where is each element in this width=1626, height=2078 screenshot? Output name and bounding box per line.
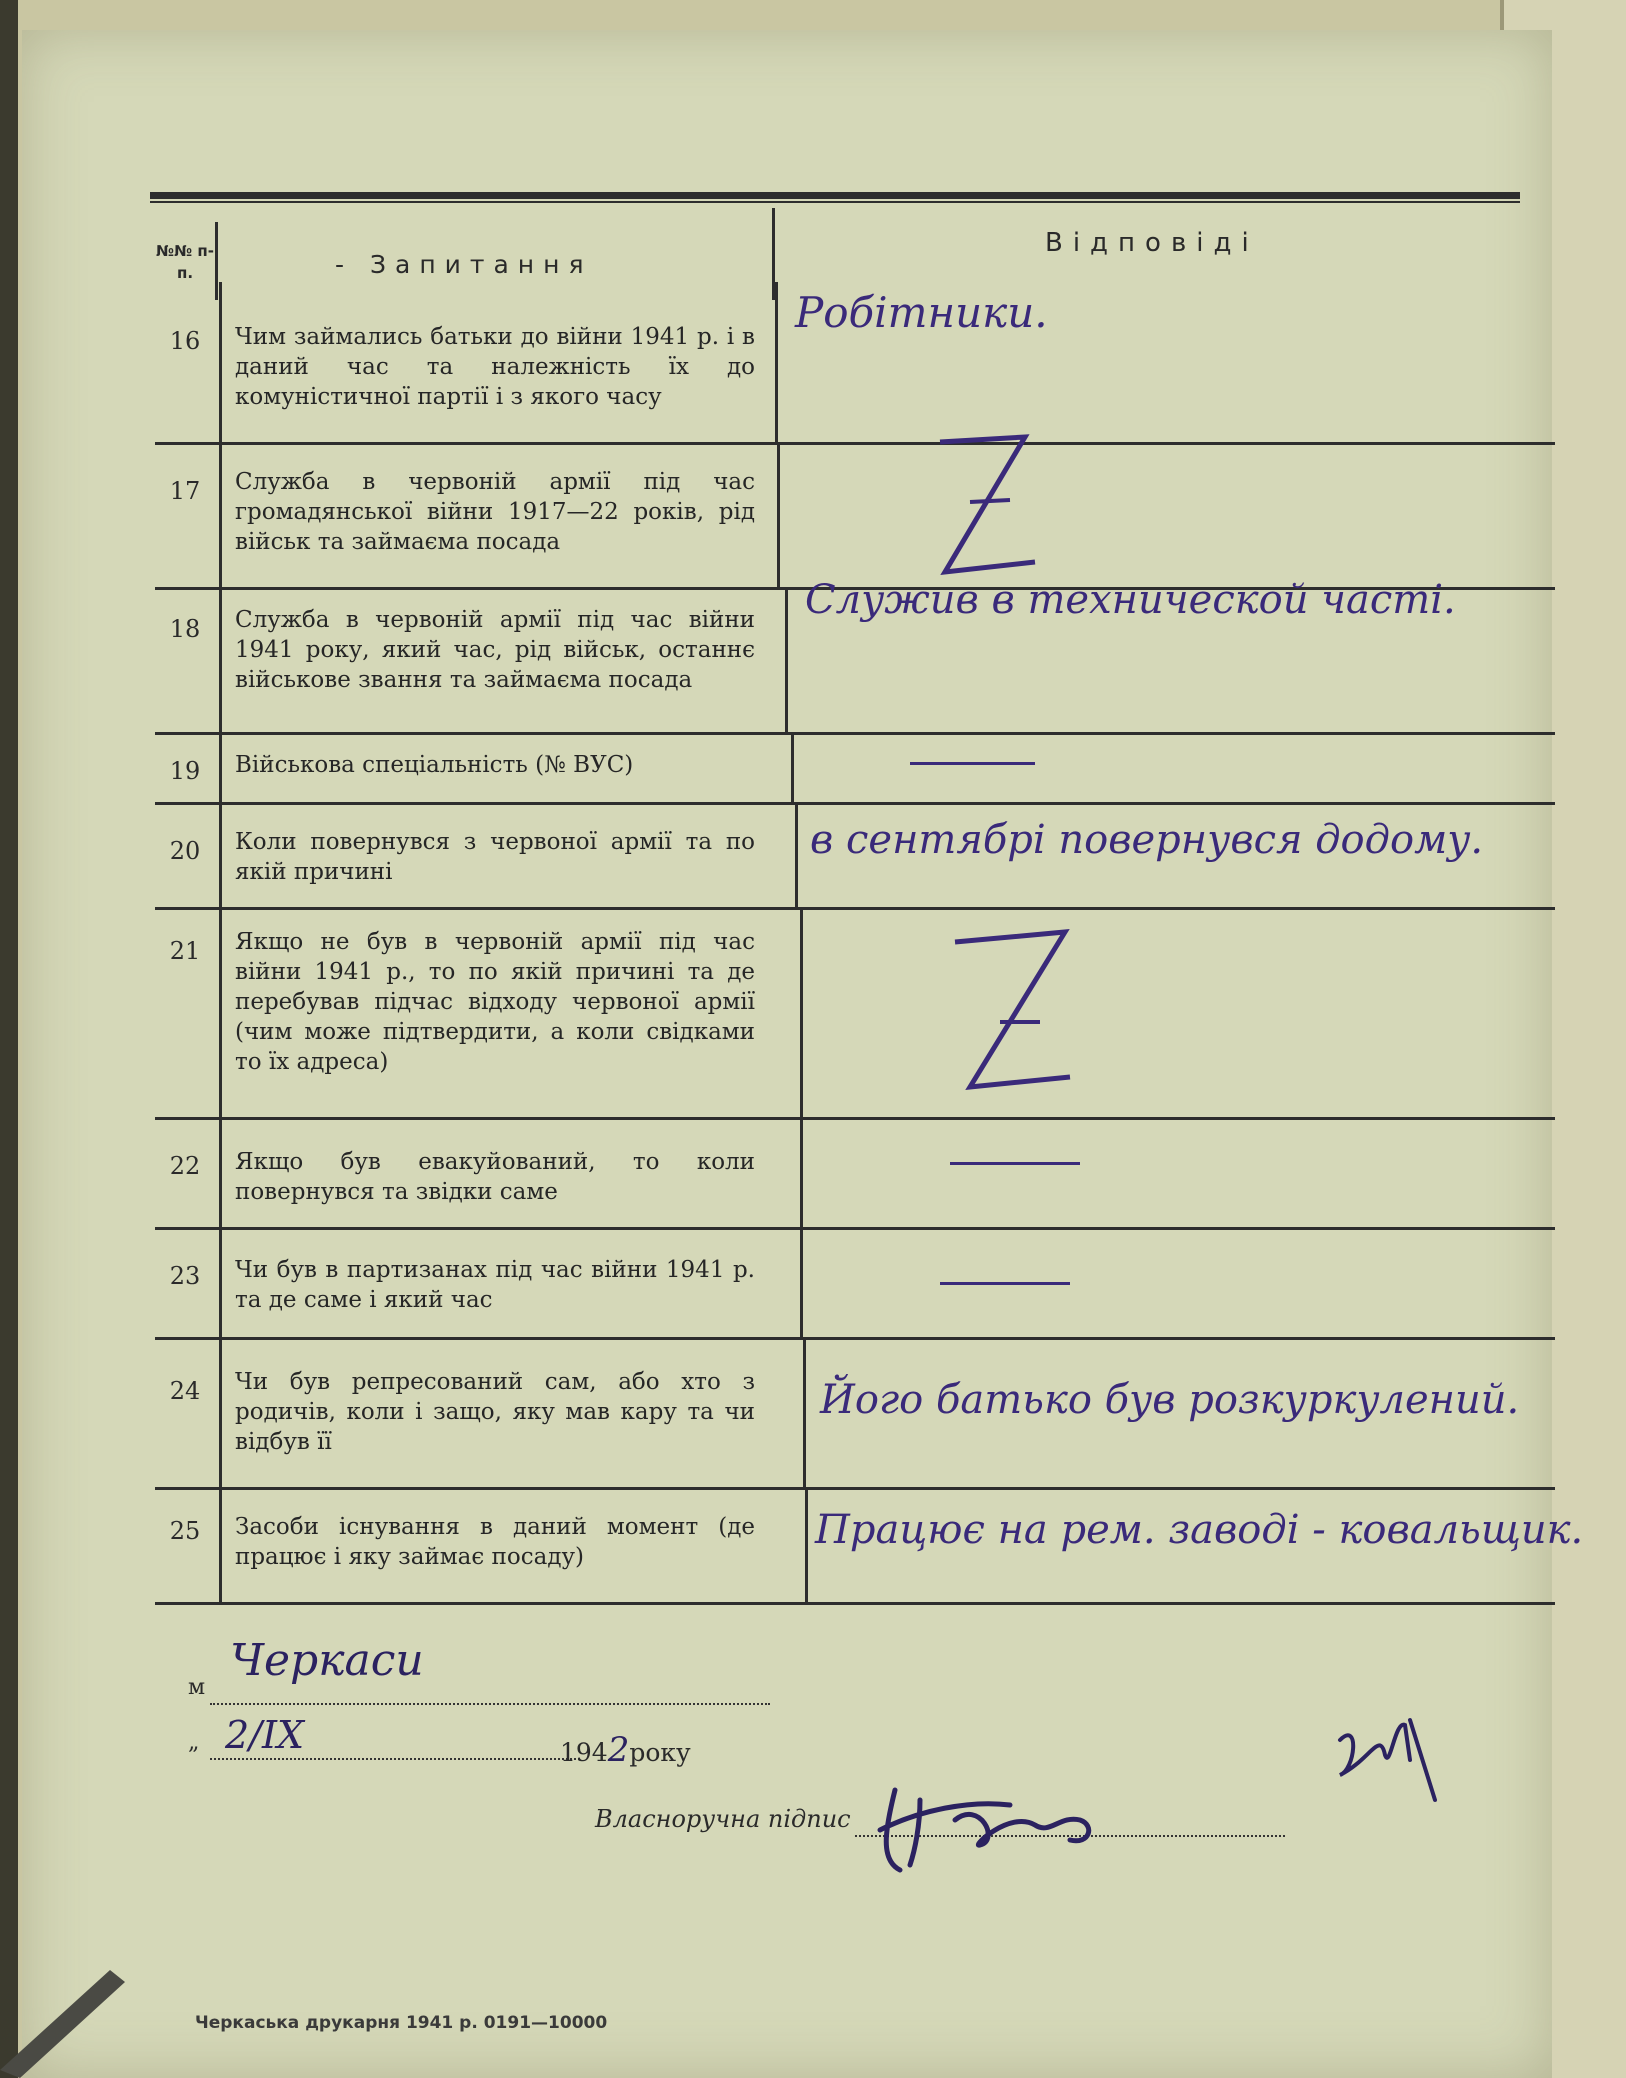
question-text: Якщо був евакуйований, то коли повернувся та звідки саме — [235, 1149, 755, 1205]
year-prefix: 194 — [560, 1738, 608, 1767]
column-divider — [219, 1337, 222, 1487]
table-row — [155, 802, 1555, 910]
column-divider — [219, 1227, 222, 1337]
column-divider — [219, 732, 222, 802]
z-strike-mark — [945, 927, 1085, 1097]
question-text: Служба в червоній армії під час війни 1941 року, який час, рід військ, останнє військове звання та займаєма посада — [235, 607, 755, 693]
table-row — [155, 907, 1555, 1120]
question-text: Чим займались батьки до війни 1941 р. і в даний час та належність їх до комуністичної партії і з якого часу — [235, 324, 755, 410]
question-text: Коли повернувся з червоної армії та по якій причині — [235, 829, 755, 885]
question-text: Служба в червоній армії під час громадянської війни 1917—22 років, рід військ та займаєма посада — [235, 469, 755, 555]
row-number: 18 — [169, 615, 201, 643]
year-suffix: року — [629, 1738, 691, 1767]
empty-answer-dash — [950, 1162, 1080, 1165]
column-divider — [805, 1487, 808, 1602]
paper-clip-tool — [0, 1960, 140, 2078]
row-number: 23 — [169, 1262, 201, 1290]
question-text: Чи був репресований сам, або хто з родичів, коли і защо, яку мав кару та чи відбув її — [235, 1369, 755, 1455]
handwritten-signature — [860, 1770, 1120, 1880]
handwritten-answer: в сентябрі повернувся додому. — [810, 817, 1484, 863]
place-line — [210, 1703, 770, 1705]
handwritten-answer: Працює на рем. заводі - ковальщик. — [815, 1507, 1584, 1553]
row-number: 16 — [169, 327, 201, 355]
signature-label: Власноручна підпис — [595, 1805, 851, 1833]
column-divider — [219, 442, 222, 587]
row-number: 20 — [169, 837, 201, 865]
table-row — [155, 1117, 1555, 1230]
column-divider — [775, 282, 778, 442]
table-row — [155, 732, 1555, 805]
column-divider — [800, 1227, 803, 1337]
empty-answer-dash — [910, 762, 1035, 765]
column-divider — [795, 802, 798, 907]
column-divider — [803, 1337, 806, 1487]
column-divider — [219, 282, 222, 442]
z-strike-mark — [925, 432, 1045, 582]
handwritten-date: 2/IX — [225, 1713, 305, 1757]
table-row — [155, 1337, 1555, 1490]
table-row — [155, 442, 1555, 590]
handwritten-initials — [1330, 1700, 1450, 1810]
answer-column-header: Відповіді — [1045, 228, 1259, 258]
handwritten-city: Черкаси — [230, 1635, 424, 1686]
table-row — [155, 282, 1555, 445]
column-divider — [791, 732, 794, 802]
column-divider — [777, 442, 780, 587]
number-column-header: №№ п-п. — [156, 242, 214, 282]
question-text: Чи був в партизанах під час війни 1941 р. та де саме і який час — [235, 1257, 755, 1313]
column-divider — [219, 802, 222, 907]
row-number: 21 — [169, 937, 201, 965]
printer-imprint: Черкаська друкарня 1941 р. 0191—10000 — [195, 2013, 608, 2033]
column-divider — [219, 587, 222, 732]
table-row — [155, 1227, 1555, 1340]
empty-answer-dash — [940, 1282, 1070, 1285]
column-divider — [219, 1487, 222, 1602]
handwritten-answer: Його батько був розкуркулений. — [820, 1377, 1520, 1423]
question-text: Якщо не був в червоній армії під час війни 1941 р., то по якій причині та де перебував підчас відходу червоної армії (чим може підтвердити, а коли свідками то їх адреса) — [235, 929, 755, 1075]
question-column-header: - Запитання — [335, 250, 593, 279]
row-number: 17 — [169, 477, 201, 505]
column-divider — [219, 907, 222, 1117]
column-divider — [800, 907, 803, 1117]
row-number: 24 — [169, 1377, 201, 1405]
place-label: м — [188, 1675, 206, 1700]
column-divider — [785, 587, 788, 732]
table-row — [155, 1487, 1584, 1605]
signature-block — [180, 1630, 1480, 1930]
table-row — [155, 577, 1555, 735]
row-number: 25 — [169, 1517, 201, 1545]
year-text — [560, 1730, 691, 1770]
top-rule-thin — [150, 201, 1520, 203]
row-number: 19 — [169, 757, 201, 785]
year-handwritten-digit: 2 — [607, 1730, 630, 1770]
handwritten-answer: Служив в технической часті. — [805, 577, 1456, 623]
column-divider — [219, 1117, 222, 1227]
question-text: Військова спеціальність (№ ВУС) — [235, 752, 634, 778]
handwritten-answer: Робітники. — [795, 288, 1048, 337]
column-divider — [800, 1117, 803, 1227]
question-text: Засоби існування в даний момент (де працює і яку займає посаду) — [235, 1514, 755, 1570]
date-line — [210, 1758, 580, 1760]
top-rule — [150, 192, 1520, 199]
date-open-quote: „ — [188, 1730, 200, 1755]
row-number: 22 — [169, 1152, 201, 1180]
